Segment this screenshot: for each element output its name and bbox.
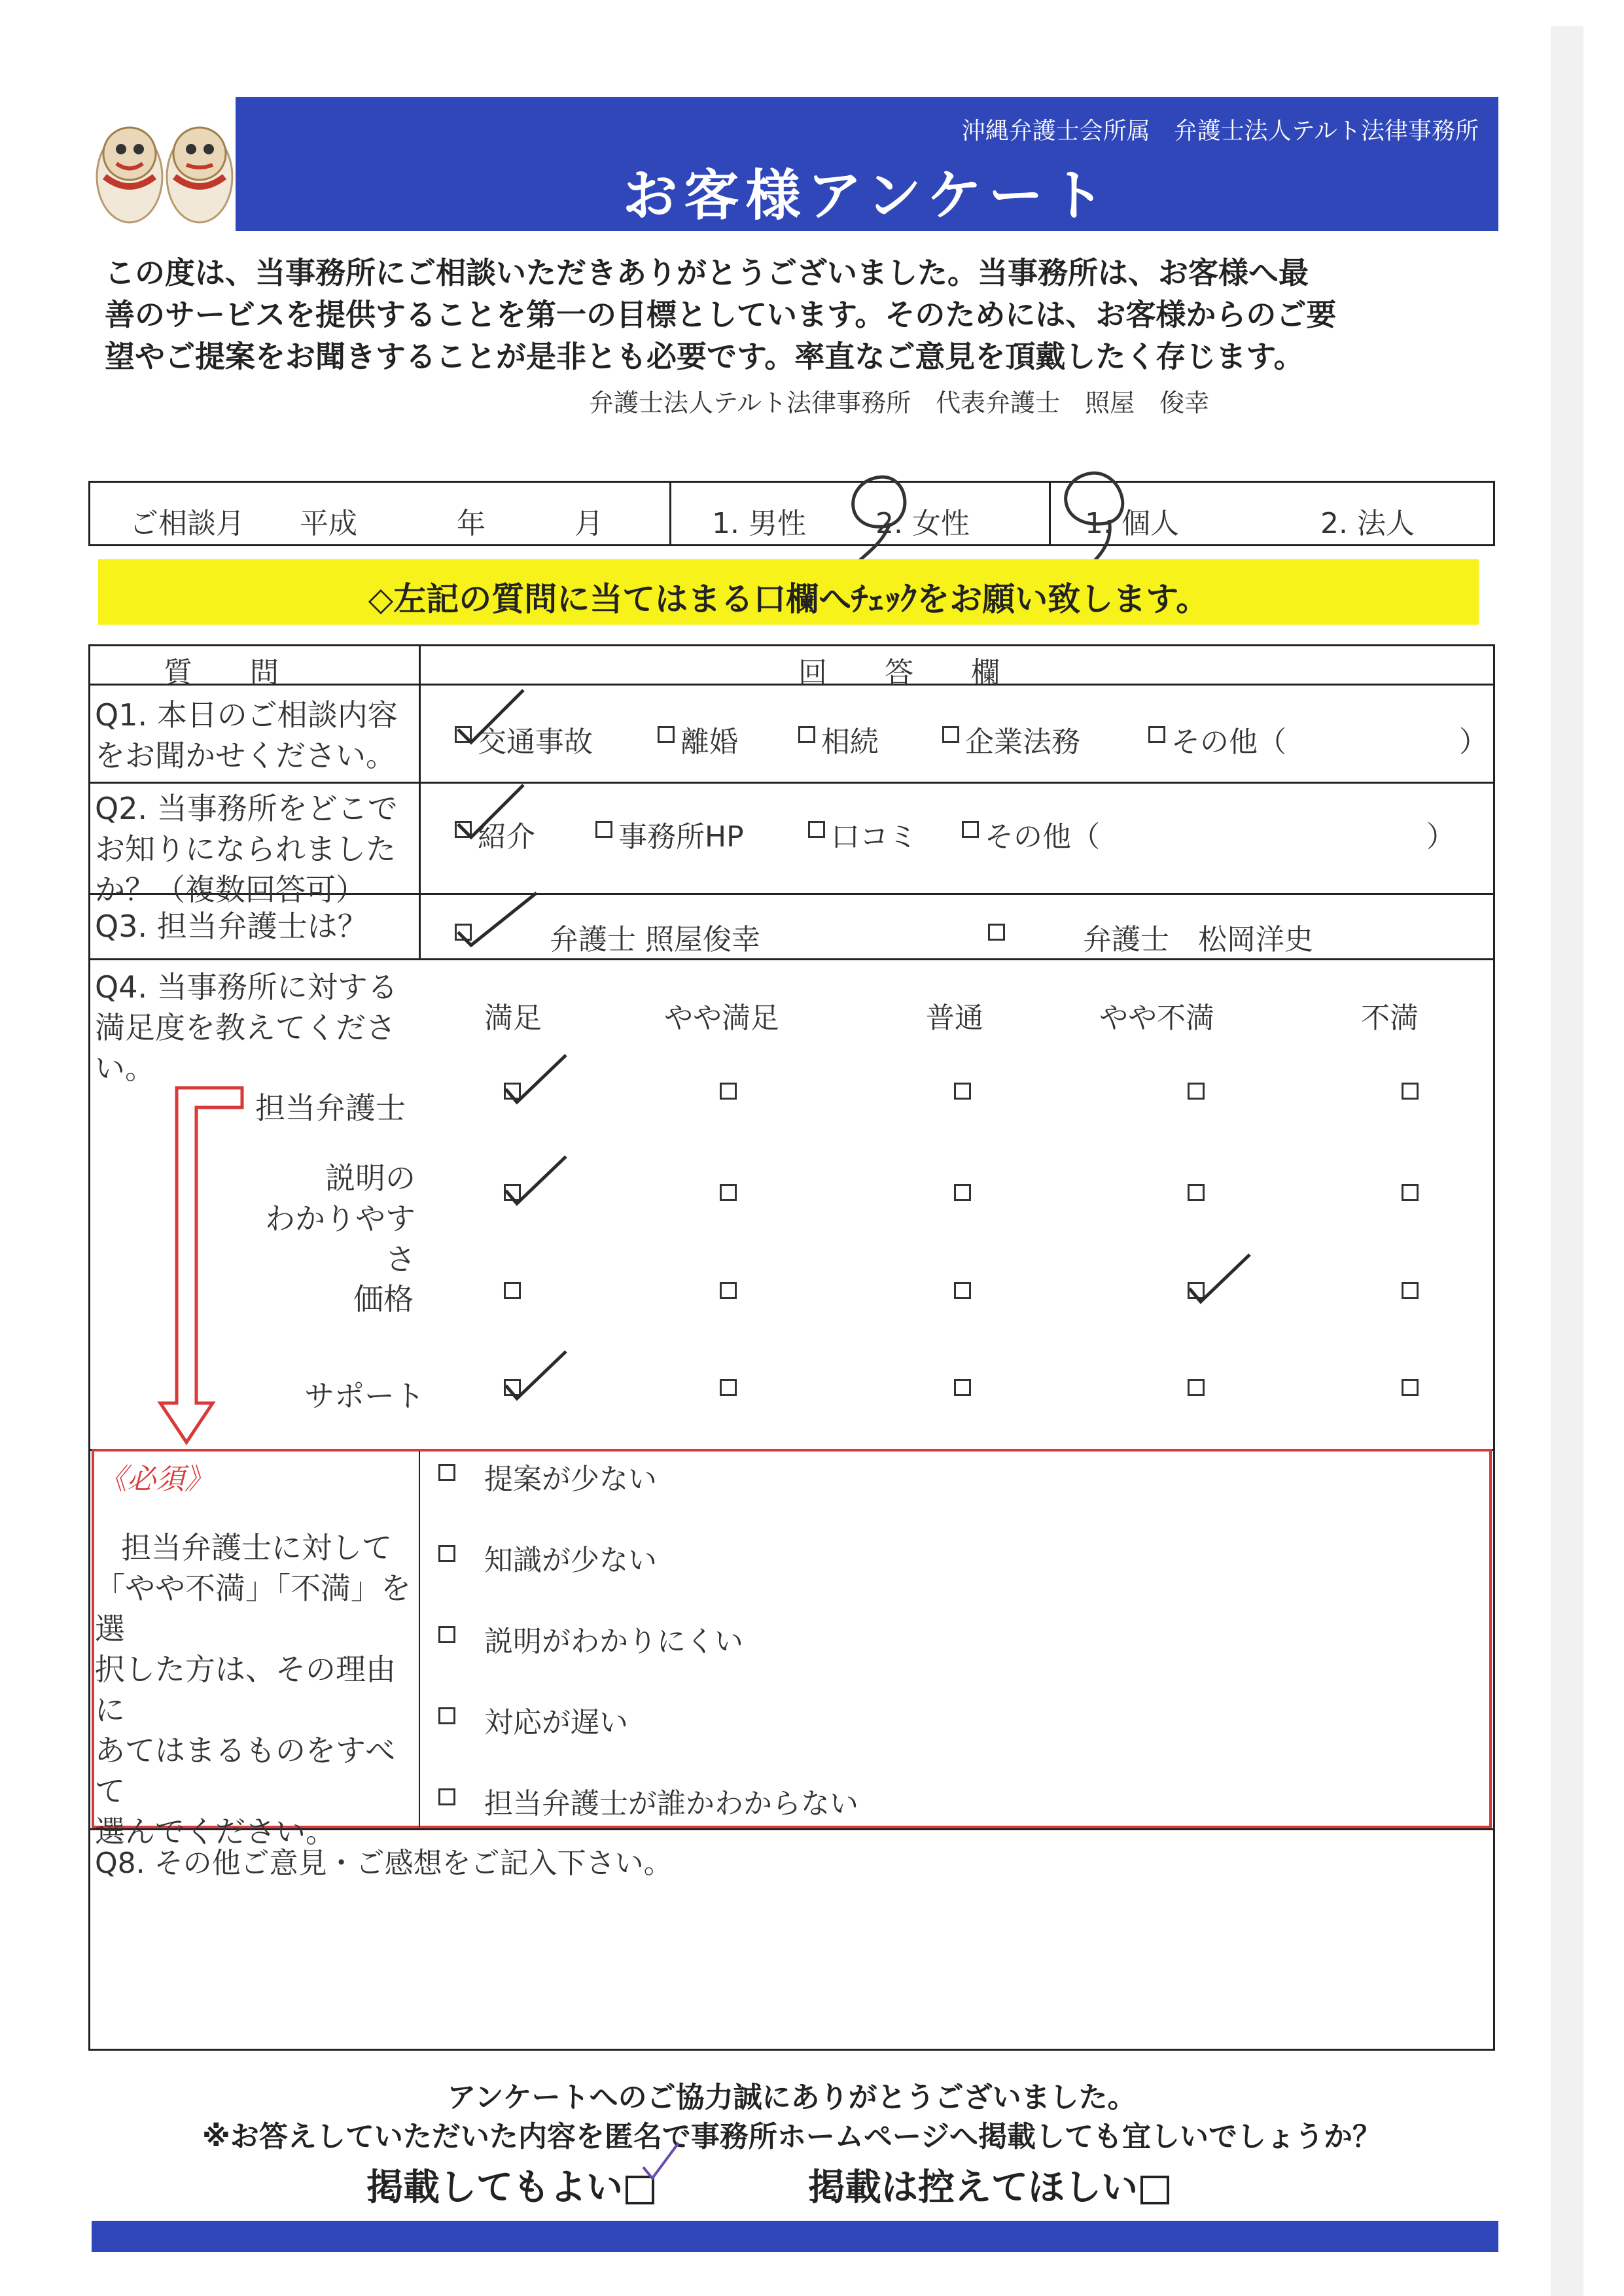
q2-close-paren: ）	[1426, 820, 1455, 854]
q8-label: Q8. その他ご意見・ご感想をご記入下さい。	[95, 1847, 673, 1880]
q1-checkbox-inheritance[interactable]	[798, 726, 815, 743]
rating-checkbox[interactable]	[720, 1379, 737, 1396]
q1-option-label: 交通事故	[478, 725, 593, 759]
q4-row-label: 価格	[353, 1281, 414, 1317]
rating-checkbox[interactable]	[954, 1184, 971, 1201]
rating-checkbox[interactable]	[1188, 1379, 1205, 1396]
footer-banner	[92, 2221, 1498, 2252]
rating-checkbox[interactable]	[954, 1379, 971, 1396]
required-tag: 《必須》	[98, 1463, 213, 1496]
scale-label: 不満	[1361, 1001, 1419, 1035]
q1-label: Q1. 本日のご相談内容 をお聞かせください。	[95, 697, 398, 773]
year-field[interactable]: 年	[457, 507, 485, 540]
scale-label: やや不満	[1099, 1001, 1214, 1035]
signature: 弁護士法人テルト法律事務所 代表弁護士 照屋 俊幸	[589, 389, 1210, 417]
checkmark-icon	[501, 1346, 573, 1405]
q2-checkbox-word-of-mouth[interactable]	[808, 821, 825, 838]
reason-checkbox[interactable]	[438, 1626, 455, 1643]
q1-option-label: 離婚	[680, 725, 738, 759]
reason-checkbox[interactable]	[438, 1788, 455, 1805]
option-male[interactable]: 1. 男性	[712, 507, 806, 540]
intro-text: この度は、当事務所にご相談いただきありがとうございました。当事務所は、お客様へ最 善のサービスを提供することを第一の目標としています。そのためには、お客様からのご要 望やご提案をお聞きすることが是非とも必要です。率直なご意見を頂戴したく存じます。	[105, 255, 1337, 374]
rating-checkbox[interactable]	[720, 1184, 737, 1201]
q4-row-label: サポート	[304, 1378, 425, 1414]
rating-checkbox[interactable]	[954, 1083, 971, 1100]
checkmark-icon	[451, 886, 550, 952]
q8-comment-area[interactable]	[98, 1884, 1485, 2041]
rating-checkbox[interactable]	[954, 1282, 971, 1299]
thanks-text: アンケートへのご協力誠にありがとうございました。	[447, 2081, 1137, 2114]
q3-option-label: 弁護士 松岡洋史	[1083, 923, 1313, 956]
rating-checkbox[interactable]	[1188, 1184, 1205, 1201]
required-description: 担当弁護士に対して 「やや不満」「不満」を選 択した方は、その理由に あてはまるものをすべて 選んでください。	[95, 1530, 411, 1849]
q2-checkbox-website[interactable]	[595, 821, 612, 838]
option-individual[interactable]: 1. 個人	[1085, 507, 1179, 540]
q3-option-label: 弁護士 照屋俊幸	[550, 923, 760, 956]
q2-option-label: 事務所HP	[618, 820, 744, 854]
reason-checkbox[interactable]	[438, 1464, 455, 1481]
checkmark-icon	[1184, 1249, 1256, 1308]
header-subtitle: 沖縄弁護士会所属 弁護士法人テルト法律事務所	[961, 118, 1479, 145]
scale-label: やや満足	[664, 1001, 779, 1035]
selection-circle-icon	[831, 458, 962, 569]
publish-no-checkbox[interactable]	[1140, 2176, 1169, 2204]
reason-option-label: 説明がわかりにくい	[484, 1625, 743, 1658]
scale-label: 普通	[926, 1001, 983, 1035]
q1-checkbox-other[interactable]	[1148, 726, 1165, 743]
selection-circle-icon	[1047, 458, 1178, 569]
scale-label: 満足	[484, 1001, 542, 1035]
option-corporation[interactable]: 2. 法人	[1320, 507, 1415, 540]
reason-option-label: 担当弁護士が誰かわからない	[484, 1787, 858, 1820]
q1-close-paren: ）	[1459, 725, 1488, 759]
q3-checkbox-matsuoka[interactable]	[988, 924, 1005, 941]
publish-ok-option[interactable]: 掲載してもよい	[366, 2159, 654, 2211]
rating-checkbox[interactable]	[504, 1282, 521, 1299]
q4-row-label: 担当弁護士	[255, 1090, 406, 1126]
consult-month-label: ご相談月	[130, 507, 245, 540]
scan-edge	[1551, 26, 1583, 2296]
checkmark-icon	[638, 2138, 684, 2183]
q2-option-label: その他（	[985, 820, 1100, 854]
q1-option-label: 企業法務	[965, 725, 1080, 759]
q1-option-label: 相続	[821, 725, 879, 759]
question-column-header: 質 問	[164, 656, 279, 689]
q2-checkbox-other[interactable]	[962, 821, 979, 838]
q1-option-label: その他（	[1171, 725, 1286, 759]
q4-label: Q4. 当事務所に対する 満足度を教えてくださ い。	[95, 969, 398, 1086]
publish-question: ※お答えしていただいた内容を匿名で事務所ホームページへ掲載しても宜しいでしょうか？	[202, 2120, 1381, 2153]
answer-column-header: 回 答 欄	[798, 656, 1000, 689]
checkmark-icon	[501, 1050, 573, 1109]
shisa-mascot-icon	[92, 98, 242, 229]
rating-checkbox[interactable]	[720, 1083, 737, 1100]
checkmark-icon	[451, 684, 537, 749]
rating-checkbox[interactable]	[1402, 1083, 1419, 1100]
instruction-text: ◇左記の質問に当てはまる口欄へﾁｪｯｸをお願い致します。	[368, 580, 1209, 618]
page-title: お客様アンケート	[622, 164, 1112, 228]
publish-no-option[interactable]: 掲載は控えてほしい	[808, 2159, 1169, 2211]
rating-checkbox[interactable]	[720, 1282, 737, 1299]
q2-option-label: 口コミ	[831, 820, 917, 854]
rating-checkbox[interactable]	[1188, 1083, 1205, 1100]
reason-option-label: 知識が少ない	[484, 1544, 657, 1577]
q2-option-label: 紹介	[478, 820, 535, 854]
era-label: 平成	[300, 507, 357, 540]
q1-checkbox-corporate[interactable]	[942, 726, 959, 743]
rating-checkbox[interactable]	[1402, 1282, 1419, 1299]
reason-checkbox[interactable]	[438, 1707, 455, 1724]
q4-row-label: 説明の わかりやすさ	[265, 1160, 415, 1277]
q1-checkbox-divorce[interactable]	[658, 726, 675, 743]
month-field[interactable]: 月	[574, 507, 603, 540]
consultation-info-row	[88, 481, 1495, 546]
checkmark-icon	[501, 1151, 573, 1210]
reason-option-label: 対応が遅い	[484, 1706, 628, 1739]
reason-checkbox[interactable]	[438, 1545, 455, 1562]
arrow-down-icon	[150, 1083, 249, 1449]
reason-option-label: 提案が少ない	[484, 1463, 657, 1496]
checkmark-icon	[451, 778, 537, 844]
rating-checkbox[interactable]	[1402, 1184, 1419, 1201]
q3-label: Q3. 担当弁護士は？	[95, 909, 368, 944]
q2-label: Q2. 当事務所をどこで お知りになられました か？（複数回答可）	[95, 791, 398, 907]
option-female[interactable]: 2. 女性	[875, 507, 970, 540]
rating-checkbox[interactable]	[1402, 1379, 1419, 1396]
